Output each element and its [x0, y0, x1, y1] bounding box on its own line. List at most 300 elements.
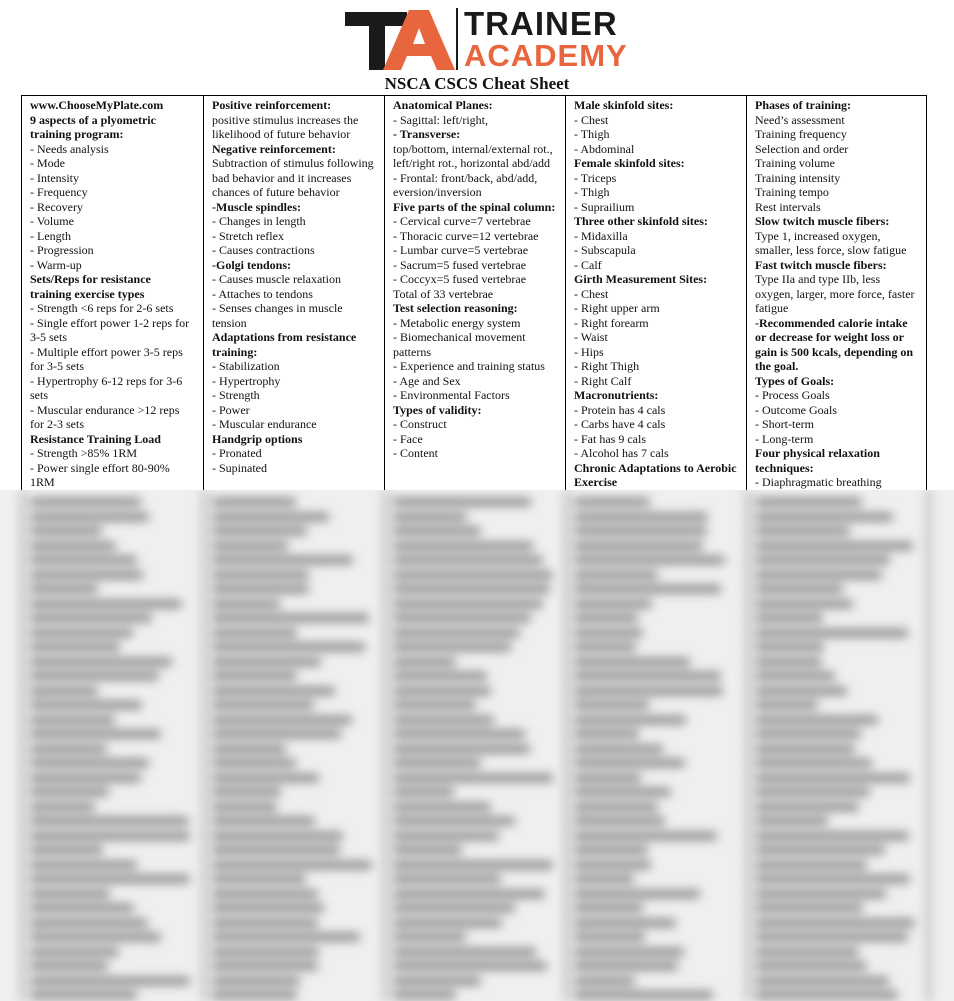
section-heading: Girth Measurement Sites:: [574, 272, 708, 286]
list-item: - Recovery: [30, 199, 83, 214]
list-item: - Sacrum=5 fused vertebrae: [393, 257, 527, 272]
blurred-text-line: [212, 498, 296, 506]
blurred-column-divider: [927, 490, 930, 1001]
blurred-text-line: [393, 933, 466, 941]
blurred-text-line: [212, 745, 286, 753]
blurred-text-line: [755, 498, 862, 506]
section-heading: Macronutrients:: [574, 388, 659, 402]
blurred-text-line: [755, 672, 835, 680]
section-heading: Five parts of the spinal column:: [393, 199, 556, 214]
section-heading: Male skinfold sites:: [574, 98, 674, 112]
blurred-text-line: [212, 846, 340, 854]
blurred-text-line: [393, 788, 454, 796]
list-item: - Thoracic curve=12 vertebrae: [393, 228, 539, 243]
section-heading: Slow twitch muscle fibers:: [755, 214, 890, 228]
list-item: - Hypertrophy: [212, 373, 281, 388]
blurred-text-line: [393, 919, 502, 927]
blurred-text-line: [574, 600, 652, 608]
list-item: - Power: [212, 402, 250, 417]
section-heading: Negative reinforcement:: [212, 141, 336, 156]
list-item: - Single effort power 1-2 reps for 3-5 sets: [30, 315, 190, 344]
list-item: - Suprailium: [574, 199, 635, 214]
blurred-text-line: [30, 962, 108, 970]
blurred-text-line: [212, 948, 319, 956]
blurred-text-line: [30, 687, 98, 695]
section-heading: -Muscle spindles:: [212, 199, 302, 214]
list-item: - Pronated: [212, 446, 262, 460]
blurred-text-line: [393, 817, 515, 825]
blurred-text-line: [30, 861, 137, 869]
blurred-text-line: [30, 585, 98, 593]
blurred-text-line: [755, 614, 823, 622]
list-item: - Stretch reflex: [212, 228, 284, 243]
blurred-text-line: [574, 977, 635, 985]
blurred-text-line: [393, 542, 533, 550]
blurred-text-line: [393, 614, 531, 622]
blurred-text-line: [393, 962, 547, 970]
blurred-text-line: [30, 991, 137, 999]
section-heading: Adaptations from resistance training:: [212, 330, 357, 359]
blurred-text-line: [30, 774, 141, 782]
list-item: - Age and Sex: [393, 373, 461, 388]
blurred-text-line: [574, 716, 686, 724]
blurred-text-line: [755, 890, 886, 898]
blurred-text-line: [30, 890, 110, 898]
blurred-text-line: [30, 527, 102, 535]
blurred-column-divider: [565, 490, 568, 1001]
blurred-text-line: [30, 571, 143, 579]
list-item: - Coccyx=5 fused vertebrae: [393, 272, 527, 286]
blurred-text-line: [574, 585, 721, 593]
blurred-text-line: [212, 919, 318, 927]
blurred-column-divider: [384, 490, 387, 1001]
blurred-text-line: [574, 571, 658, 579]
blurred-text-line: [755, 861, 867, 869]
blurred-text-line: [30, 846, 103, 854]
list-item: - Right upper arm: [574, 301, 660, 315]
blurred-text-line: [212, 933, 360, 941]
blurred-text-line: [212, 890, 318, 898]
section-heading: -Golgi tendons:: [212, 257, 292, 272]
blurred-content-area: [0, 490, 954, 1001]
list-item: - Carbs have 4 cals: [574, 417, 666, 431]
blurred-text-line: [30, 730, 161, 738]
list-item: - Warm-up: [30, 257, 82, 272]
blurred-text-line: [212, 571, 309, 579]
blurred-text-line: [393, 672, 487, 680]
blurred-text-line: [755, 716, 878, 724]
blurred-text-line: [212, 542, 288, 550]
blurred-text-line: [30, 933, 161, 941]
blurred-text-line: [212, 991, 297, 999]
blurred-text-line: [393, 600, 543, 608]
list-item: - Strength >85% 1RM: [30, 446, 138, 460]
section-heading: Resistance Training Load: [30, 431, 161, 446]
list-item: - Outcome Goals: [755, 402, 837, 417]
blurred-text-line: [30, 643, 120, 651]
list-item: - Lumbar curve=5 vertebrae: [393, 243, 529, 257]
blurred-text-line: [30, 977, 190, 985]
list-item: - Volume: [30, 214, 74, 228]
list-item: - Construct: [393, 417, 447, 431]
blurred-text-line: [755, 875, 910, 883]
list-item: - Length: [30, 228, 71, 243]
blurred-text-line: [30, 832, 190, 840]
blurred-text-line: [212, 716, 352, 724]
blurred-text-line: [755, 962, 867, 970]
blurred-text-line: [755, 977, 889, 985]
blurred-text-line: [574, 803, 658, 811]
blurred-text-line: [755, 904, 863, 912]
list-item: Training frequency: [755, 127, 847, 141]
list-item: - Subscapula: [574, 243, 636, 257]
blurred-text-line: [393, 745, 530, 753]
blurred-text-line: [30, 498, 141, 506]
list-item: - Chest: [574, 286, 609, 301]
blurred-text-line: [393, 904, 515, 912]
section-heading: Types of validity:: [393, 402, 482, 417]
list-item: - Causes contractions: [212, 243, 315, 257]
list-item: Training volume: [755, 156, 835, 170]
blurred-text-line: [574, 817, 665, 825]
blurred-text-line: [574, 861, 651, 869]
blurred-text-line: [755, 774, 910, 782]
blurred-text-line: [755, 600, 853, 608]
blurred-text-line: [212, 629, 297, 637]
blurred-text-line: [574, 962, 678, 970]
blurred-text-line: [574, 498, 650, 506]
blurred-text-line: [30, 875, 190, 883]
section-heading: Positive reinforcement:: [212, 98, 332, 112]
blurred-text-line: [393, 716, 494, 724]
blurred-text-line: [30, 904, 134, 912]
blurred-text-line: [574, 919, 676, 927]
blurred-text-line: [574, 832, 717, 840]
blurred-text-line: [30, 948, 119, 956]
blurred-text-line: [212, 730, 341, 738]
blurred-text-line: [574, 629, 643, 637]
blurred-text-line: [574, 991, 713, 999]
list-item: - Senses changes in muscle tension: [212, 301, 343, 330]
list-item: - Process Goals: [755, 388, 830, 402]
blurred-text-line: [755, 542, 913, 550]
section-heading: Anatomical Planes:: [393, 98, 493, 112]
blurred-text-line: [30, 788, 109, 796]
blurred-text-line: [393, 498, 531, 506]
list-item: - Muscular endurance >12 reps for 2-3 sets: [30, 402, 180, 431]
blurred-text-line: [574, 774, 641, 782]
blurred-text-line: [212, 556, 353, 564]
blurred-text-line: [393, 513, 467, 521]
list-item: - Muscular endurance: [212, 417, 317, 431]
blurred-text-line: [30, 556, 137, 564]
blurred-text-line: [574, 513, 708, 521]
blurred-text-line: [30, 701, 142, 709]
section-heading: -Recommended calorie intake or decrease for weight loss or gain is 500 kcals, depending on the goal.: [755, 315, 914, 373]
list-item: - Thigh: [574, 127, 610, 141]
list-item: - Thigh: [574, 185, 610, 199]
blurred-text-line: [393, 846, 462, 854]
list-item: - Alcohol has 7 cals: [574, 446, 669, 460]
list-item: - Hypertrophy 6-12 reps for 3-6 sets: [30, 373, 183, 402]
blurred-text-line: [212, 774, 319, 782]
blurred-text-line: [393, 701, 476, 709]
blurred-text-line: [755, 919, 915, 927]
list-item: - Attaches to tendons: [212, 286, 313, 301]
column-3: [385, 96, 566, 491]
column-5: [747, 96, 926, 491]
blurred-text-line: [574, 527, 707, 535]
blurred-column-divider: [203, 490, 206, 1001]
blurred-text-line: [30, 759, 149, 767]
blurred-text-line: [393, 991, 456, 999]
blurred-text-line: [755, 730, 861, 738]
blurred-text-line: [755, 991, 898, 999]
blurred-text-line: [574, 658, 690, 666]
section-heading: www.ChooseMyPlate.com: [30, 98, 164, 112]
blurred-text-line: [212, 687, 335, 695]
list-item: - Sagittal: left/right,: [393, 112, 488, 127]
list-item: - Needs analysis: [30, 141, 109, 156]
section-heading: Female skinfold sites:: [574, 156, 685, 170]
column-1: [22, 96, 204, 491]
blurred-text-line: [212, 962, 318, 970]
list-item: - Multiple effort power 3-5 reps for 3-5 sets: [30, 344, 183, 373]
blurred-text-line: [393, 629, 520, 637]
list-item: Training intensity: [755, 170, 841, 185]
blurred-text-line: [574, 904, 643, 912]
blurred-text-line: [574, 542, 703, 550]
list-item: - Supinated: [212, 460, 267, 475]
blurred-text-line: [755, 658, 822, 666]
blurred-text-line: [30, 600, 182, 608]
list-item: - Stabilization: [212, 359, 280, 373]
list-item: - Experience and training status: [393, 359, 545, 373]
logo-divider: [456, 8, 458, 70]
blurred-text-line: [574, 890, 700, 898]
blurred-text-line: [212, 527, 307, 535]
list-item: Need’s assessment: [755, 112, 845, 127]
list-item: Training tempo: [755, 185, 829, 199]
blurred-text-line: [30, 542, 116, 550]
list-item: - Chest: [574, 112, 609, 127]
blurred-text-line: [755, 701, 818, 709]
blurred-text-line: [212, 788, 281, 796]
blurred-text-line: [30, 672, 159, 680]
list-item: - Changes in length: [212, 214, 306, 228]
list-item: - Environmental Factors: [393, 388, 510, 402]
list-item: positive stimulus increases the likelihood of future behavior: [212, 112, 359, 141]
blurred-text-line: [212, 803, 277, 811]
blurred-text-line: [212, 658, 321, 666]
blurred-text-line: [212, 832, 343, 840]
blurred-text-line: [574, 759, 685, 767]
blurred-text-line: [755, 687, 847, 695]
blurred-text-line: [755, 948, 859, 956]
blurred-text-line: [393, 730, 525, 738]
blurred-text-line: [755, 933, 908, 941]
section-heading: Four physical relaxation techniques:: [755, 446, 880, 475]
blurred-text-line: [574, 701, 649, 709]
list-item: - Causes muscle relaxation: [212, 272, 341, 286]
section-heading: Chronic Adaptations to Aerobic Exercise: [574, 460, 737, 489]
list-item: - Right Calf: [574, 373, 632, 388]
list-item: - Midaxilla: [574, 228, 628, 243]
blurred-text-line: [755, 846, 885, 854]
blurred-text-line: [212, 585, 309, 593]
blurred-text-line: [212, 977, 300, 985]
list-item: Type 1, increased oxygen, smaller, less force, slow fatigue: [755, 228, 907, 257]
ta-logo-icon: [345, 6, 455, 72]
list-item: Total of 33 vertebrae: [393, 286, 494, 301]
blurred-text-line: [393, 527, 481, 535]
blurred-text-line: [212, 614, 369, 622]
blurred-text-line: [212, 759, 296, 767]
blurred-text-line: [574, 875, 634, 883]
section-heading: Handgrip options: [212, 431, 303, 446]
blurred-text-line: [393, 803, 491, 811]
list-item: - Face: [393, 431, 423, 446]
blurred-text-line: [30, 658, 172, 666]
section-heading: Three other skinfold sites:: [574, 214, 708, 228]
list-item: Selection and order: [755, 141, 849, 156]
blurred-text-line: [30, 629, 133, 637]
blurred-text-line: [393, 759, 481, 767]
logo-text-trainer: TRAINER: [464, 5, 618, 42]
blurred-text-line: [574, 846, 648, 854]
list-item: - Strength: [212, 388, 260, 402]
blurred-text-line: [755, 817, 828, 825]
blurred-text-line: [755, 803, 859, 811]
list-item: - Content: [393, 446, 438, 460]
list-item: - Hips: [574, 344, 604, 359]
column-2: [204, 96, 385, 491]
section-heading: Sets/Reps for resistance training exercise types: [30, 272, 151, 301]
blurred-text-line: [393, 890, 545, 898]
section-heading: Fast twitch muscle fibers:: [755, 257, 887, 272]
list-item: - Right forearm: [574, 315, 649, 330]
blurred-text-line: [393, 948, 536, 956]
blurred-text-line: [30, 716, 115, 724]
section-heading: Types of Goals:: [755, 373, 835, 388]
blurred-column-divider: [21, 490, 24, 1001]
list-item: - Short-term: [755, 417, 814, 431]
blurred-text-line: [393, 774, 553, 782]
list-item: - Protein has 4 cals: [574, 402, 666, 417]
list-item: Type IIa and type IIb, less oxygen, larger, more force, faster fatigue: [755, 272, 915, 315]
list-item: - Biomechanical movement patterns: [393, 330, 526, 359]
list-item: - Frontal: front/back, abd/add, eversion/inversion: [393, 170, 538, 199]
blurred-text-line: [755, 745, 855, 753]
blurred-text-line: [755, 629, 908, 637]
blurred-text-line: [212, 672, 297, 680]
list-item: - Long-term: [755, 431, 814, 446]
list-item: - Mode: [30, 156, 65, 170]
section-heading: 9 aspects of a plyometric training program:: [30, 112, 156, 141]
blurred-text-placeholder: [0, 490, 954, 1001]
blurred-text-line: [212, 701, 314, 709]
blurred-text-line: [30, 614, 152, 622]
blurred-text-line: [755, 513, 893, 521]
blurred-text-line: [212, 875, 306, 883]
list-item: - Cervical curve=7 vertebrae: [393, 214, 531, 228]
blurred-text-line: [755, 571, 882, 579]
blurred-text-line: [574, 672, 721, 680]
blurred-text-line: [30, 745, 107, 753]
blurred-text-line: [755, 759, 872, 767]
blurred-text-line: [212, 861, 372, 869]
list-item: - Diaphragmatic breathing: [755, 475, 882, 489]
blurred-text-line: [212, 513, 329, 521]
list-item: - Right Thigh: [574, 359, 640, 373]
list-item: - Frequency: [30, 185, 88, 199]
cheat-sheet-table: [21, 95, 927, 491]
blurred-text-line: [574, 556, 725, 564]
blurred-text-line: [393, 571, 553, 579]
blurred-text-line: [574, 788, 671, 796]
trainer-academy-logo: [345, 5, 628, 73]
blurred-text-line: [212, 904, 324, 912]
blurred-text-line: [30, 817, 189, 825]
list-item: - Abdominal: [574, 141, 635, 156]
blurred-text-line: [755, 527, 850, 535]
blurred-text-line: [393, 643, 511, 651]
blurred-text-line: [212, 817, 315, 825]
blurred-text-line: [574, 745, 663, 753]
blurred-text-line: [393, 585, 550, 593]
section-heading: Test selection reasoning:: [393, 301, 518, 315]
blurred-text-line: [755, 556, 890, 564]
blurred-text-line: [393, 977, 481, 985]
blurred-text-line: [212, 643, 365, 651]
blurred-text-line: [574, 614, 638, 622]
blurred-text-line: [393, 658, 456, 666]
list-item: top/bottom, internal/external rot., left/right rot., horizontal abd/add: [393, 141, 553, 170]
blurred-text-line: [30, 513, 149, 521]
list-item: - Fat has 9 cals: [574, 431, 646, 446]
list-item: - Metabolic energy system: [393, 315, 521, 330]
blurred-column-divider: [746, 490, 749, 1001]
blurred-text-line: [755, 832, 909, 840]
blurred-text-line: [574, 643, 636, 651]
blurred-text-line: [755, 585, 843, 593]
list-item: - Waist: [574, 330, 608, 344]
blurred-text-line: [393, 556, 543, 564]
page-title: NSCA CSCS Cheat Sheet: [384, 74, 570, 93]
list-item: Subtraction of stimulus following bad behavior and it increases chances of future behavior: [212, 156, 374, 199]
blurred-text-line: [574, 730, 639, 738]
blurred-text-line: [574, 687, 723, 695]
blurred-text-line: [393, 832, 499, 840]
list-item: - Triceps: [574, 170, 617, 185]
list-item: - Intensity: [30, 170, 79, 185]
blurred-text-line: [30, 919, 148, 927]
blurred-text-line: [755, 788, 870, 796]
blurred-text-line: [30, 803, 95, 811]
list-item: - Calf: [574, 257, 602, 272]
list-item: - Power single effort 80-90% 1RM: [30, 460, 170, 489]
blurred-text-line: [393, 875, 501, 883]
section-heading: - Transverse:: [393, 127, 461, 141]
blurred-text-line: [574, 933, 645, 941]
list-item: Rest intervals: [755, 199, 821, 214]
blurred-text-line: [393, 861, 553, 869]
blurred-text-line: [393, 687, 491, 695]
logo-text-academy: ACADEMY: [464, 38, 628, 73]
list-item: - Progression: [30, 243, 94, 257]
blurred-text-line: [755, 643, 824, 651]
blurred-text-line: [574, 948, 684, 956]
